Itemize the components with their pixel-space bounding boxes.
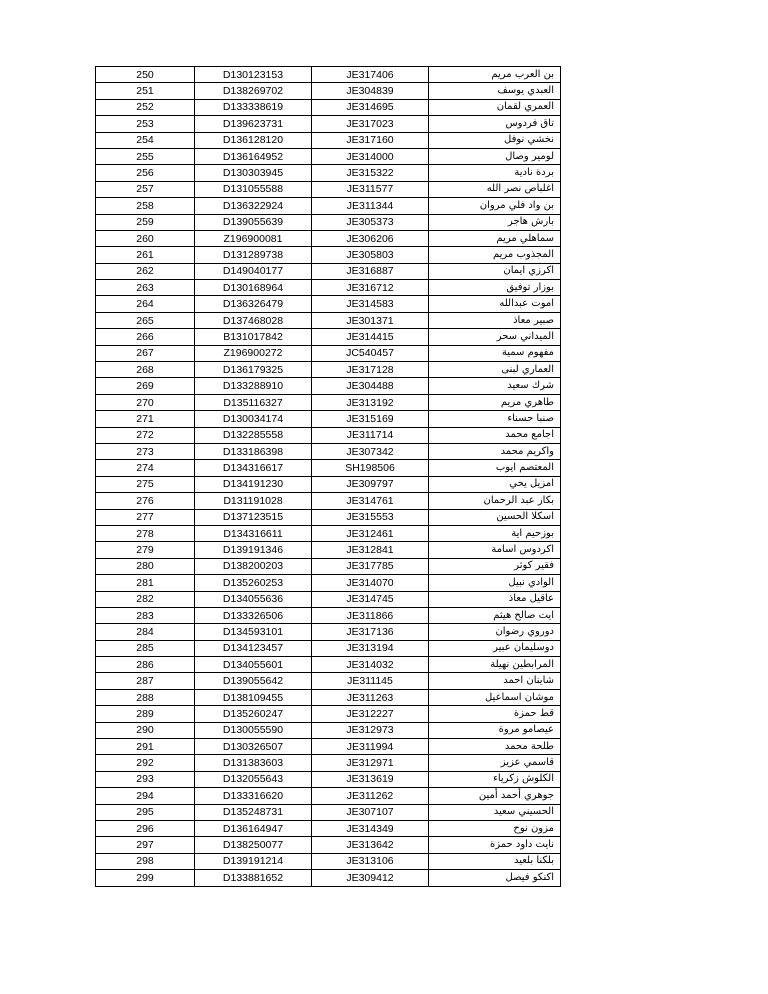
- row-number-cell: 271: [96, 411, 195, 427]
- table-row: [96, 67, 561, 83]
- id-number-cell: Z196900272: [195, 345, 312, 361]
- registration-code-cell: JE312461: [312, 525, 429, 541]
- registration-code-cell: JE317160: [312, 132, 429, 148]
- row-number-cell: 250: [96, 67, 195, 83]
- registration-code-cell: JE314349: [312, 820, 429, 836]
- person-name-cell: جوهري أحمد أمين: [429, 788, 561, 804]
- person-name-cell: المعتصم ايوب: [429, 460, 561, 476]
- person-name-cell: شاينان احمد: [429, 673, 561, 689]
- registration-code-cell: JE312971: [312, 755, 429, 771]
- person-name-cell: موشان اسماعيل: [429, 689, 561, 705]
- id-number-cell: D135260247: [195, 706, 312, 722]
- table-row: [96, 263, 561, 279]
- id-number-cell: D134316611: [195, 525, 312, 541]
- registration-code-cell: JE314745: [312, 591, 429, 607]
- table-row: [96, 329, 561, 345]
- row-number-cell: 292: [96, 755, 195, 771]
- row-number-cell: 263: [96, 280, 195, 296]
- registration-code-cell: JE313619: [312, 771, 429, 787]
- person-name-cell: بوزار توفيق: [429, 280, 561, 296]
- row-number-cell: 275: [96, 476, 195, 492]
- id-number-cell: D136326479: [195, 296, 312, 312]
- table-row: [96, 394, 561, 410]
- registration-code-cell: JE304839: [312, 83, 429, 99]
- id-number-cell: D135260253: [195, 575, 312, 591]
- person-name-cell: بوزحيم اية: [429, 525, 561, 541]
- registration-code-cell: JE314761: [312, 493, 429, 509]
- row-number-cell: 251: [96, 83, 195, 99]
- id-number-cell: D130168964: [195, 280, 312, 296]
- id-number-cell: D138109455: [195, 689, 312, 705]
- id-number-cell: D131289738: [195, 247, 312, 263]
- person-name-cell: فقير كوثر: [429, 558, 561, 574]
- registration-code-cell: JE314070: [312, 575, 429, 591]
- table-row: [96, 657, 561, 673]
- row-number-cell: 256: [96, 165, 195, 181]
- registration-code-cell: JE313106: [312, 853, 429, 869]
- table-row: [96, 804, 561, 820]
- person-name-cell: الحسيني سعيد: [429, 804, 561, 820]
- person-name-cell: طاهري مريم: [429, 394, 561, 410]
- row-number-cell: 283: [96, 607, 195, 623]
- table-row: [96, 689, 561, 705]
- row-number-cell: 254: [96, 132, 195, 148]
- table-row: [96, 525, 561, 541]
- table-row: [96, 607, 561, 623]
- person-name-cell: واكريم محمد: [429, 443, 561, 459]
- id-number-cell: D139055642: [195, 673, 312, 689]
- row-number-cell: 278: [96, 525, 195, 541]
- registration-code-cell: JE312973: [312, 722, 429, 738]
- table-row: [96, 132, 561, 148]
- table-row: [96, 83, 561, 99]
- row-number-cell: 293: [96, 771, 195, 787]
- id-number-cell: D134191230: [195, 476, 312, 492]
- table-row: [96, 198, 561, 214]
- id-number-cell: D134123457: [195, 640, 312, 656]
- row-number-cell: 298: [96, 853, 195, 869]
- person-name-cell: قط حمزة: [429, 706, 561, 722]
- person-name-cell: العبدي يوسف: [429, 83, 561, 99]
- table-row: [96, 558, 561, 574]
- id-number-cell: D130326507: [195, 739, 312, 755]
- id-number-cell: D134055601: [195, 657, 312, 673]
- row-number-cell: 277: [96, 509, 195, 525]
- row-number-cell: 265: [96, 312, 195, 328]
- person-name-cell: الوادي نبيل: [429, 575, 561, 591]
- id-number-cell: D139191214: [195, 853, 312, 869]
- row-number-cell: 264: [96, 296, 195, 312]
- person-name-cell: دوروي رضوان: [429, 624, 561, 640]
- person-name-cell: اغلباص نصر الله: [429, 181, 561, 197]
- table-row: [96, 542, 561, 558]
- row-number-cell: 270: [96, 394, 195, 410]
- table-row: [96, 460, 561, 476]
- table-row: [96, 722, 561, 738]
- row-number-cell: 257: [96, 181, 195, 197]
- id-number-cell: D131383603: [195, 755, 312, 771]
- id-number-cell: D134593101: [195, 624, 312, 640]
- row-number-cell: 266: [96, 329, 195, 345]
- row-number-cell: 295: [96, 804, 195, 820]
- registration-code-cell: JE306206: [312, 230, 429, 246]
- row-number-cell: 285: [96, 640, 195, 656]
- row-number-cell: 258: [96, 198, 195, 214]
- id-number-cell: D138250077: [195, 837, 312, 853]
- id-number-cell: D130123153: [195, 67, 312, 83]
- row-number-cell: 253: [96, 116, 195, 132]
- id-number-cell: D138269702: [195, 83, 312, 99]
- id-number-cell: D136322924: [195, 198, 312, 214]
- registration-code-cell: SH198506: [312, 460, 429, 476]
- table-row: [96, 837, 561, 853]
- id-number-cell: D134316617: [195, 460, 312, 476]
- registration-code-cell: JE315553: [312, 509, 429, 525]
- id-number-cell: D139191346: [195, 542, 312, 558]
- row-number-cell: 287: [96, 673, 195, 689]
- person-name-cell: سماهلي مريم: [429, 230, 561, 246]
- id-number-cell: D139055639: [195, 214, 312, 230]
- registration-code-cell: JE314583: [312, 296, 429, 312]
- row-number-cell: 262: [96, 263, 195, 279]
- person-name-cell: لومير وصال: [429, 148, 561, 164]
- registration-code-cell: JC540457: [312, 345, 429, 361]
- row-number-cell: 294: [96, 788, 195, 804]
- row-number-cell: 252: [96, 99, 195, 115]
- person-name-cell: صبير معاذ: [429, 312, 561, 328]
- person-name-cell: اكرزي ايمان: [429, 263, 561, 279]
- id-number-cell: D139623731: [195, 116, 312, 132]
- registration-code-cell: JE313192: [312, 394, 429, 410]
- registration-code-cell: JE315169: [312, 411, 429, 427]
- table-row: [96, 624, 561, 640]
- person-name-cell: اكردوس اسامة: [429, 542, 561, 558]
- id-number-cell: D136128120: [195, 132, 312, 148]
- person-name-cell: بارش هاجر: [429, 214, 561, 230]
- id-number-cell: D138200203: [195, 558, 312, 574]
- table-row: [96, 230, 561, 246]
- id-number-cell: D132055643: [195, 771, 312, 787]
- row-number-cell: 261: [96, 247, 195, 263]
- row-number-cell: 286: [96, 657, 195, 673]
- id-number-cell: D149040177: [195, 263, 312, 279]
- registration-code-cell: JE311344: [312, 198, 429, 214]
- id-number-cell: B131017842: [195, 329, 312, 345]
- table-row: [96, 788, 561, 804]
- table-row: [96, 312, 561, 328]
- table-row: [96, 362, 561, 378]
- registration-code-cell: JE301371: [312, 312, 429, 328]
- table-row: [96, 280, 561, 296]
- registration-code-cell: JE316887: [312, 263, 429, 279]
- row-number-cell: 284: [96, 624, 195, 640]
- table-row: [96, 427, 561, 443]
- registration-code-cell: JE314000: [312, 148, 429, 164]
- person-name-cell: العماري لبنى: [429, 362, 561, 378]
- id-number-cell: D136179325: [195, 362, 312, 378]
- table-row: [96, 575, 561, 591]
- registration-code-cell: JE305373: [312, 214, 429, 230]
- registration-code-cell: JE313194: [312, 640, 429, 656]
- id-number-cell: D137123515: [195, 509, 312, 525]
- row-number-cell: 260: [96, 230, 195, 246]
- registration-code-cell: JE314032: [312, 657, 429, 673]
- id-number-cell: D131191028: [195, 493, 312, 509]
- registration-code-cell: JE311577: [312, 181, 429, 197]
- registration-code-cell: JE309797: [312, 476, 429, 492]
- row-number-cell: 272: [96, 427, 195, 443]
- table-row: [96, 591, 561, 607]
- person-name-cell: المجذوب مريم: [429, 247, 561, 263]
- table-row: [96, 476, 561, 492]
- id-number-cell: D130055590: [195, 722, 312, 738]
- id-number-cell: D131055588: [195, 181, 312, 197]
- table-row: [96, 181, 561, 197]
- registration-code-cell: JE311145: [312, 673, 429, 689]
- row-number-cell: 267: [96, 345, 195, 361]
- table-row: [96, 640, 561, 656]
- table-row: [96, 148, 561, 164]
- table-row: [96, 755, 561, 771]
- row-number-cell: 299: [96, 870, 195, 886]
- person-name-cell: امزيل يحي: [429, 476, 561, 492]
- table-row: [96, 378, 561, 394]
- person-name-cell: طلحة محمد: [429, 739, 561, 755]
- registration-code-cell: JE307342: [312, 443, 429, 459]
- table-row: [96, 165, 561, 181]
- row-number-cell: 279: [96, 542, 195, 558]
- row-number-cell: 289: [96, 706, 195, 722]
- person-name-cell: اكنكو فيصل: [429, 870, 561, 886]
- person-name-cell: تاق فردوس: [429, 116, 561, 132]
- row-number-cell: 291: [96, 739, 195, 755]
- id-number-cell: D133881652: [195, 870, 312, 886]
- table-row: [96, 345, 561, 361]
- table-row: [96, 853, 561, 869]
- id-number-cell: D130034174: [195, 411, 312, 427]
- person-name-cell: بلكنا بلعيد: [429, 853, 561, 869]
- registration-code-cell: JE312841: [312, 542, 429, 558]
- person-name-cell: نخشي نوفل: [429, 132, 561, 148]
- table-row: [96, 296, 561, 312]
- person-name-cell: مزون نوح: [429, 820, 561, 836]
- id-number-cell: D137468028: [195, 312, 312, 328]
- row-number-cell: 276: [96, 493, 195, 509]
- person-name-cell: عيصامو مروة: [429, 722, 561, 738]
- row-number-cell: 274: [96, 460, 195, 476]
- id-number-cell: D135116327: [195, 394, 312, 410]
- table-row: [96, 820, 561, 836]
- table-row: [96, 116, 561, 132]
- person-name-cell: اجامع محمد: [429, 427, 561, 443]
- row-number-cell: 296: [96, 820, 195, 836]
- person-name-cell: اسكلا الحسين: [429, 509, 561, 525]
- person-name-cell: نايت داود حمزة: [429, 837, 561, 853]
- registration-code-cell: JE311866: [312, 607, 429, 623]
- id-number-cell: D135248731: [195, 804, 312, 820]
- person-name-cell: بكار عبد الرحمان: [429, 493, 561, 509]
- person-name-cell: اموت عبدالله: [429, 296, 561, 312]
- person-name-cell: العمري لقمان: [429, 99, 561, 115]
- registration-code-cell: JE312227: [312, 706, 429, 722]
- person-name-cell: الميداني سحر: [429, 329, 561, 345]
- row-number-cell: 280: [96, 558, 195, 574]
- registration-code-cell: JE315322: [312, 165, 429, 181]
- registration-code-cell: JE309412: [312, 870, 429, 886]
- table-row: [96, 247, 561, 263]
- table-row: [96, 739, 561, 755]
- person-name-cell: عاقيل معاذ: [429, 591, 561, 607]
- registration-code-cell: JE317023: [312, 116, 429, 132]
- table-row: [96, 673, 561, 689]
- id-number-cell: D133326506: [195, 607, 312, 623]
- table-row: [96, 411, 561, 427]
- row-number-cell: 290: [96, 722, 195, 738]
- person-name-cell: مفهوم سمية: [429, 345, 561, 361]
- table-row: [96, 443, 561, 459]
- row-number-cell: 282: [96, 591, 195, 607]
- person-name-cell: صنبا حسناء: [429, 411, 561, 427]
- table-row: [96, 214, 561, 230]
- id-number-cell: D133288910: [195, 378, 312, 394]
- id-number-cell: D136164947: [195, 820, 312, 836]
- registration-code-cell: JE304488: [312, 378, 429, 394]
- registration-code-cell: JE316712: [312, 280, 429, 296]
- registration-code-cell: JE317785: [312, 558, 429, 574]
- person-name-cell: بن العرب مريم: [429, 67, 561, 83]
- row-number-cell: 288: [96, 689, 195, 705]
- row-number-cell: 269: [96, 378, 195, 394]
- row-number-cell: 255: [96, 148, 195, 164]
- registration-code-cell: JE314415: [312, 329, 429, 345]
- results-table: [95, 66, 561, 887]
- person-name-cell: شرك سعيد: [429, 378, 561, 394]
- id-number-cell: D133338619: [195, 99, 312, 115]
- table-row: [96, 706, 561, 722]
- id-number-cell: Z196900081: [195, 230, 312, 246]
- id-number-cell: D133186398: [195, 443, 312, 459]
- table-row: [96, 493, 561, 509]
- row-number-cell: 259: [96, 214, 195, 230]
- table-row: [96, 509, 561, 525]
- id-number-cell: D132285558: [195, 427, 312, 443]
- registration-code-cell: JE311262: [312, 788, 429, 804]
- registration-code-cell: JE317136: [312, 624, 429, 640]
- person-name-cell: الكلوش زكرياء: [429, 771, 561, 787]
- id-number-cell: D136164952: [195, 148, 312, 164]
- registration-code-cell: JE305803: [312, 247, 429, 263]
- registration-code-cell: JE317406: [312, 67, 429, 83]
- id-number-cell: D130303945: [195, 165, 312, 181]
- person-name-cell: دوسليمان عبير: [429, 640, 561, 656]
- row-number-cell: 281: [96, 575, 195, 591]
- registration-code-cell: JE311263: [312, 689, 429, 705]
- registration-code-cell: JE311994: [312, 739, 429, 755]
- person-name-cell: قاسمي عزيز: [429, 755, 561, 771]
- registration-code-cell: JE317128: [312, 362, 429, 378]
- table-row: [96, 870, 561, 886]
- id-number-cell: D134055636: [195, 591, 312, 607]
- person-name-cell: ايت صالح هيثم: [429, 607, 561, 623]
- person-name-cell: بن واد فلي مروان: [429, 198, 561, 214]
- registration-code-cell: JE311714: [312, 427, 429, 443]
- id-number-cell: D133316620: [195, 788, 312, 804]
- row-number-cell: 297: [96, 837, 195, 853]
- person-name-cell: المرابطين نهيلة: [429, 657, 561, 673]
- row-number-cell: 268: [96, 362, 195, 378]
- table-body: [96, 67, 561, 887]
- registration-code-cell: JE314695: [312, 99, 429, 115]
- table-row: [96, 771, 561, 787]
- row-number-cell: 273: [96, 443, 195, 459]
- table-row: [96, 99, 561, 115]
- person-name-cell: بردة نادية: [429, 165, 561, 181]
- registration-code-cell: JE307107: [312, 804, 429, 820]
- registration-code-cell: JE313642: [312, 837, 429, 853]
